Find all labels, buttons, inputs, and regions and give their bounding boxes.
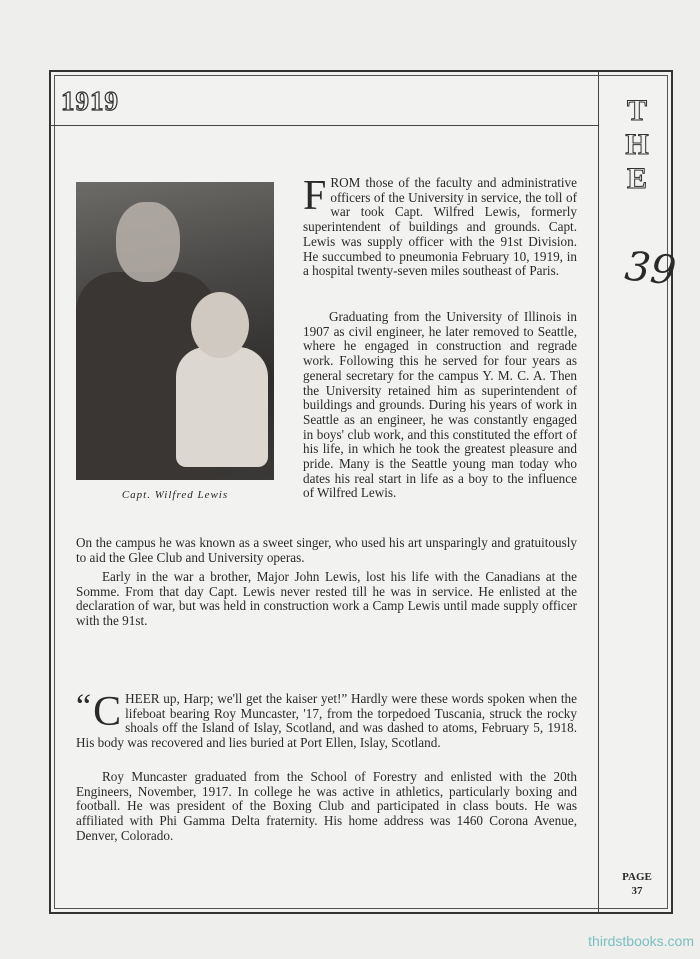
article2-paragraph1	[76, 688, 577, 751]
article1-paragraph2-continued: On the campus he was known as a sweet singer, who used his art unsparingly and gratuitously to aid the Glee Club and University operas.	[76, 535, 577, 565]
photo-figure-child-head	[191, 292, 249, 358]
side-rule	[598, 72, 599, 912]
photo-caption: Capt. Wilfred Lewis	[121, 489, 229, 501]
photo-figure-man-head	[116, 202, 180, 282]
page-number-block	[612, 870, 662, 898]
monogram-letter: T	[626, 94, 647, 127]
header-rule	[51, 125, 599, 126]
article1-paragraph3: Early in the war a brother, Major John Lewis, lost his life with the Canadians at the Somme. From that day Capt. Lewis never rested till he was in service. He enlisted at the declaration of war, but was held in construction work a Camp Lewis until made supply officer with the 91st.	[76, 569, 577, 629]
monogram-letter: H	[625, 128, 649, 161]
article2-p1-text: HEER up, Harp; we'll get the kaiser yet!” Hardly were these words spoken when the lifeboat bearing Roy Muncaster, '17, from the torpedoed Tuscania, struck the rocky shoals off the Island of Islay, Scotland, and was dashed to atoms, February 5, 1918. His body was recovered and lies buried at Port Ellen, Islay, Scotland.	[76, 691, 577, 751]
watermark: thirdstbooks.com	[588, 933, 694, 949]
page-label: PAGE	[622, 871, 652, 883]
article1-paragraph1	[303, 173, 577, 279]
article1-paragraph2: Graduating from the University of Illinois in 1907 as civil engineer, he later removed to Seattle, where he engaged in construction and regrade work. Following this he served for four years as general secretary for the campus Y. M. C. A. Then the University retained him as superintendent of buildings and grounds. During his years of work in Seattle as an engineer, he was constantly engaged in boys' club work, and this constituted the effort of his life, in which he took the greatest pleasure and pride. Many is the Seattle young man today who dates his real start in life as a boy to the influence of Wilfred Lewis.	[303, 309, 577, 501]
year-heading: 1919	[61, 86, 119, 116]
handwritten-page-note: 39	[622, 243, 679, 295]
article2-paragraph2: Roy Muncaster graduated from the School of Forestry and enlisted with the 20th Engineers, November, 1917. In college he was active in athletics, particularly boxing and football. He was president of the Boxing Club and participated in class bouts. He was affiliated with Phi Gamma Delta fraternity. His home address was 1460 Corona Avenue, Denver, Colorado.	[76, 769, 577, 843]
open-quote: “	[76, 688, 92, 725]
monogram-letter: E	[626, 162, 647, 195]
dropcap: F	[303, 173, 327, 219]
page-number: 37	[631, 885, 643, 897]
tyee-monogram	[613, 94, 661, 202]
article1-p1-text: ROM those of the faculty and administrative officers of the University in service, the toll of war took Capt. Wilfred Lewis, formerly superintendent of buildings and grounds. Capt. Lewis was supply officer with the 91st Division. He succumbed to pneumonia February 10, 1919, in a hospital twenty-seven miles southeast of Paris.	[303, 175, 577, 279]
photo-figure-child	[176, 347, 268, 467]
portrait-photo	[76, 182, 274, 480]
dropcap: C	[93, 689, 122, 735]
